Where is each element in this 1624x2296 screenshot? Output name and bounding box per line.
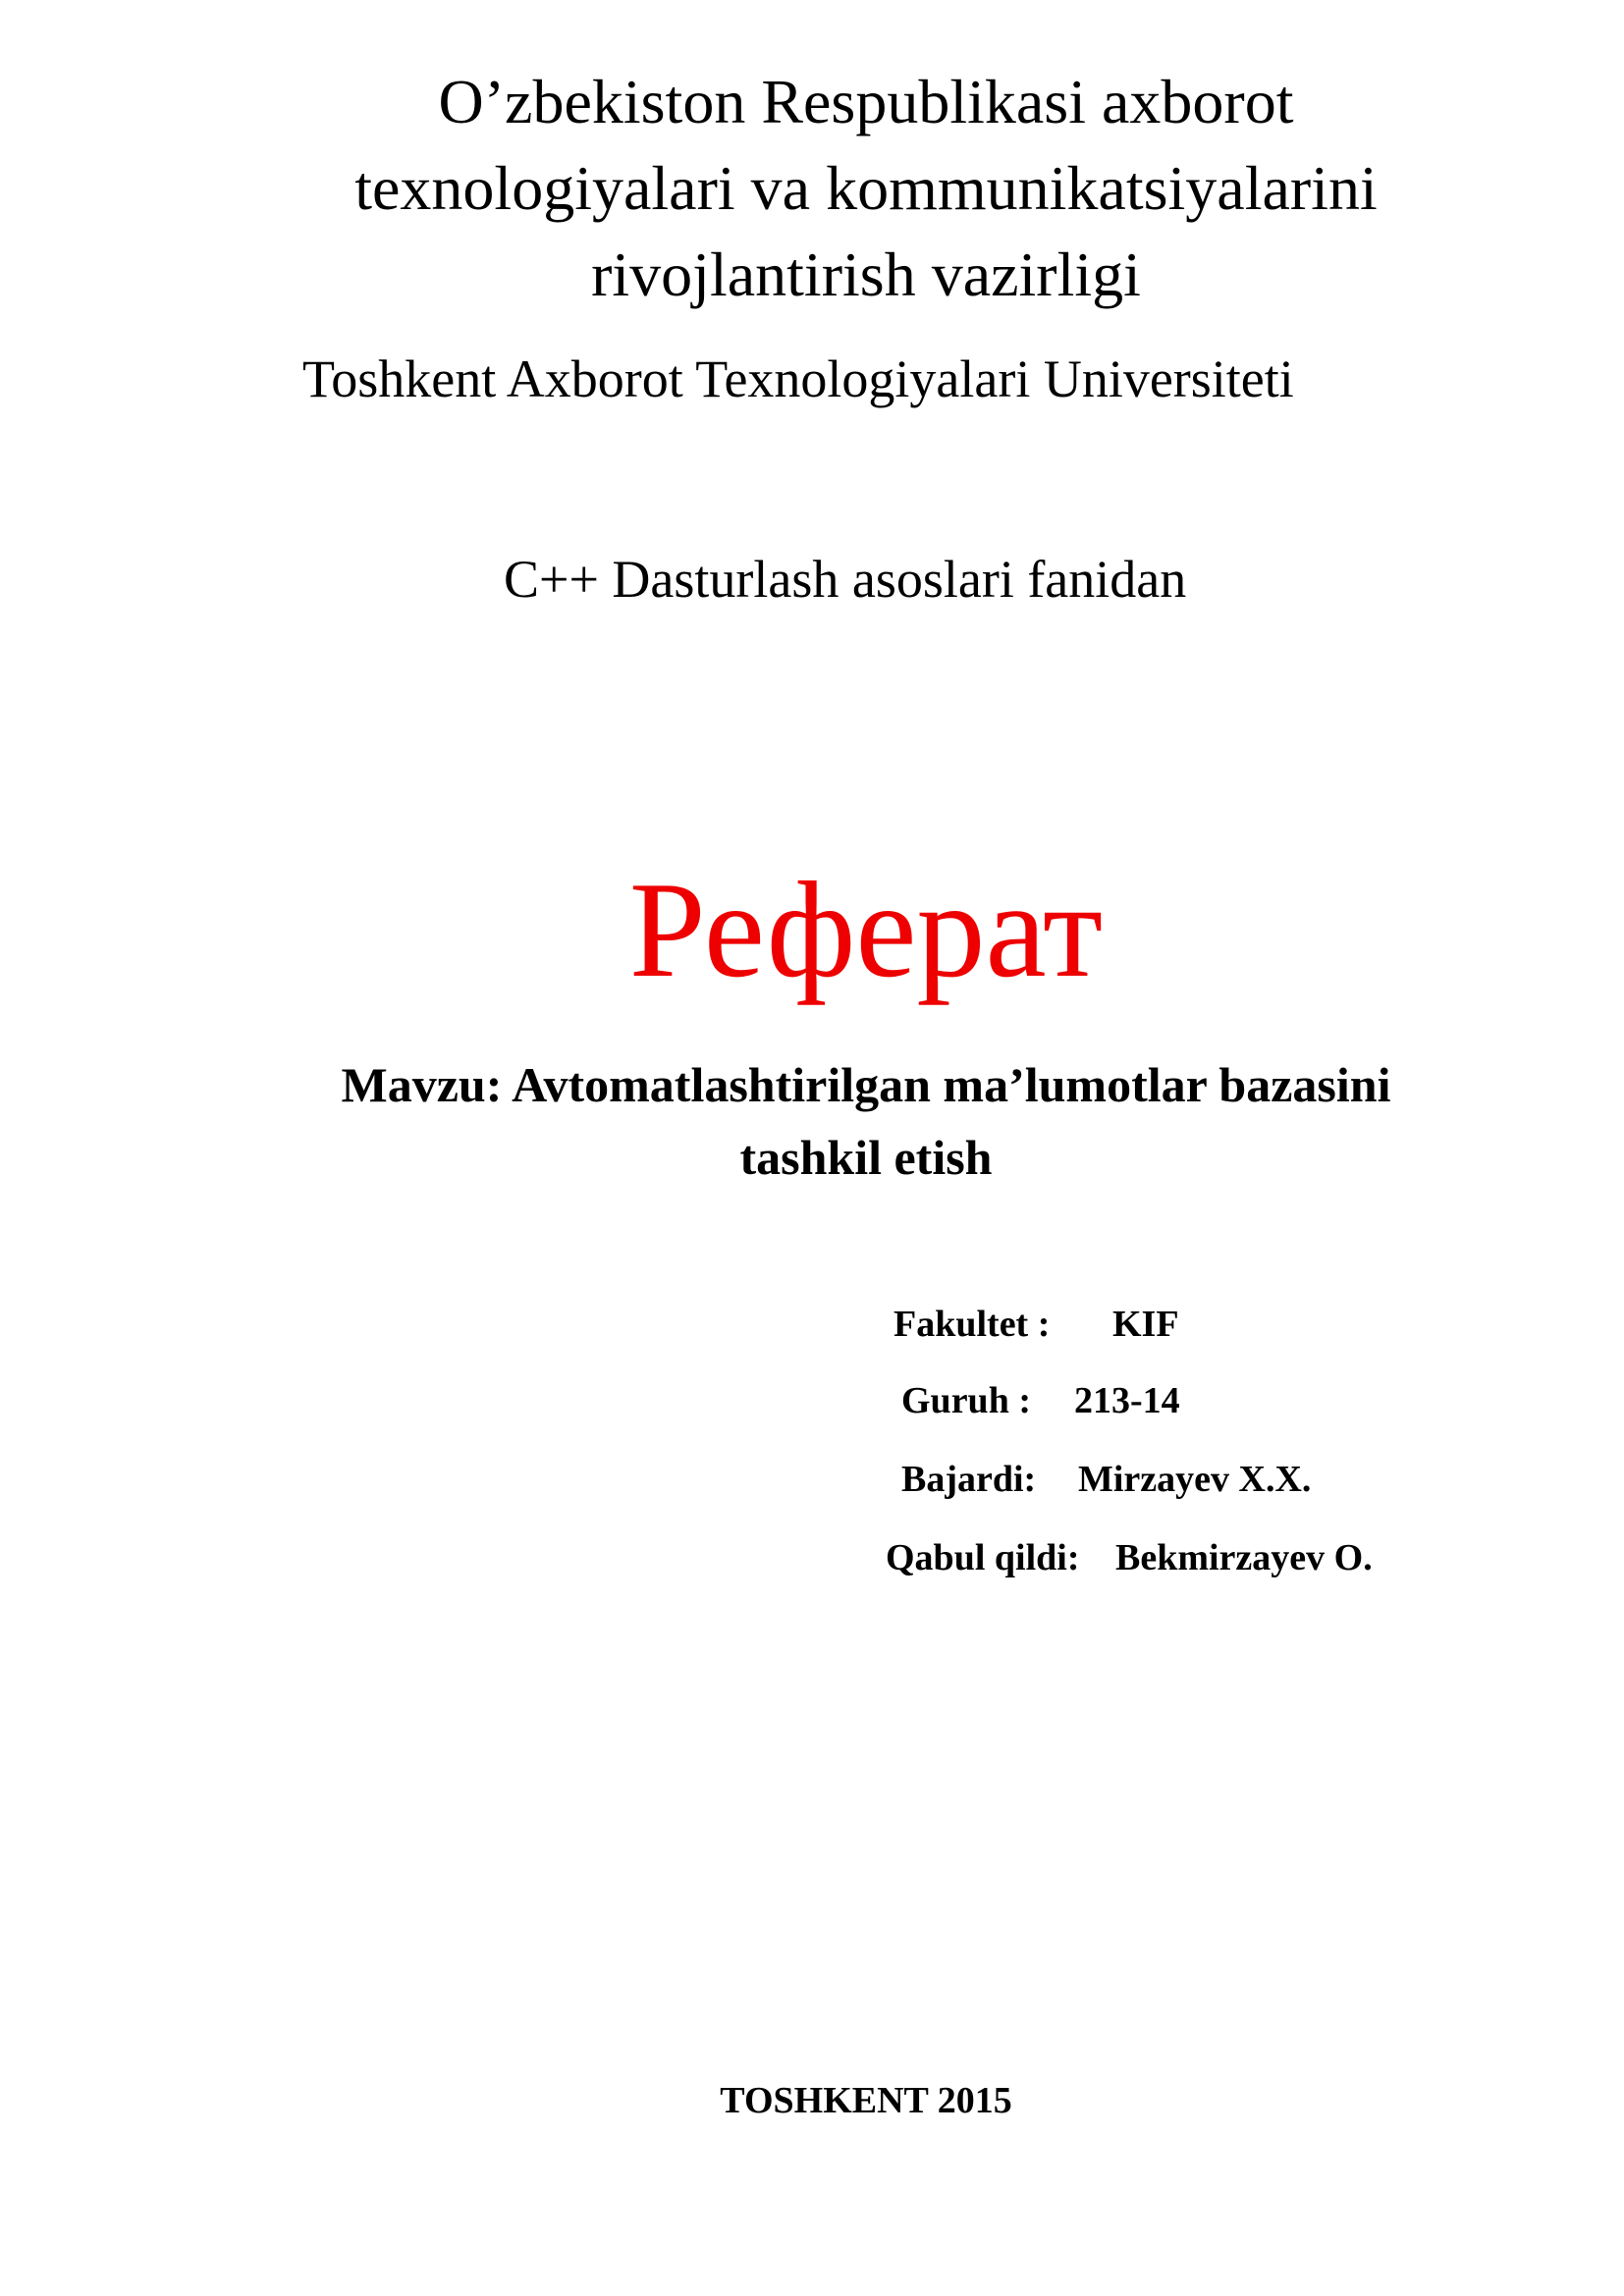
city-year: TOSHKENT 2015: [720, 2080, 1012, 2121]
faculty-label: Fakultet :: [893, 1304, 1051, 1345]
faculty-row: [893, 1301, 1179, 1348]
ministry-line-1: O’zbekiston Respublikasi axborot: [438, 67, 1294, 136]
performed-label: Bajardi:: [901, 1459, 1037, 1500]
topic: [196, 1048, 1536, 1194]
topic-line-2: tashkil etish: [739, 1130, 993, 1185]
university-name: Toshkent Axborot Texnologiyalari Universiteti: [302, 349, 1294, 408]
topic-line-1: Mavzu: Avtomatlashtirilgan ma’lumotlar bazasini: [341, 1057, 1391, 1112]
performed-value: Mirzayev X.X.: [1078, 1459, 1312, 1500]
performed-row: [901, 1456, 1312, 1503]
document-type-title: Реферат: [628, 854, 1104, 1006]
accepted-value: Bekmirzayev O.: [1115, 1537, 1373, 1578]
group-label: Guruh :: [901, 1380, 1031, 1421]
subject-line: C++ Dasturlash asoslari fanidan: [504, 550, 1187, 609]
group-row: [901, 1377, 1180, 1424]
faculty-value: KIF: [1112, 1304, 1179, 1345]
accepted-label: Qabul qildi:: [886, 1537, 1080, 1578]
accepted-row: [886, 1534, 1373, 1581]
ministry-line-2: texnologiyalari va kommunikatsiyalarini: [354, 153, 1378, 223]
group-value: 213-14: [1074, 1380, 1180, 1421]
ministry-line-3: rivojlantirish vazirligi: [591, 240, 1141, 309]
ministry-name: [272, 59, 1460, 318]
